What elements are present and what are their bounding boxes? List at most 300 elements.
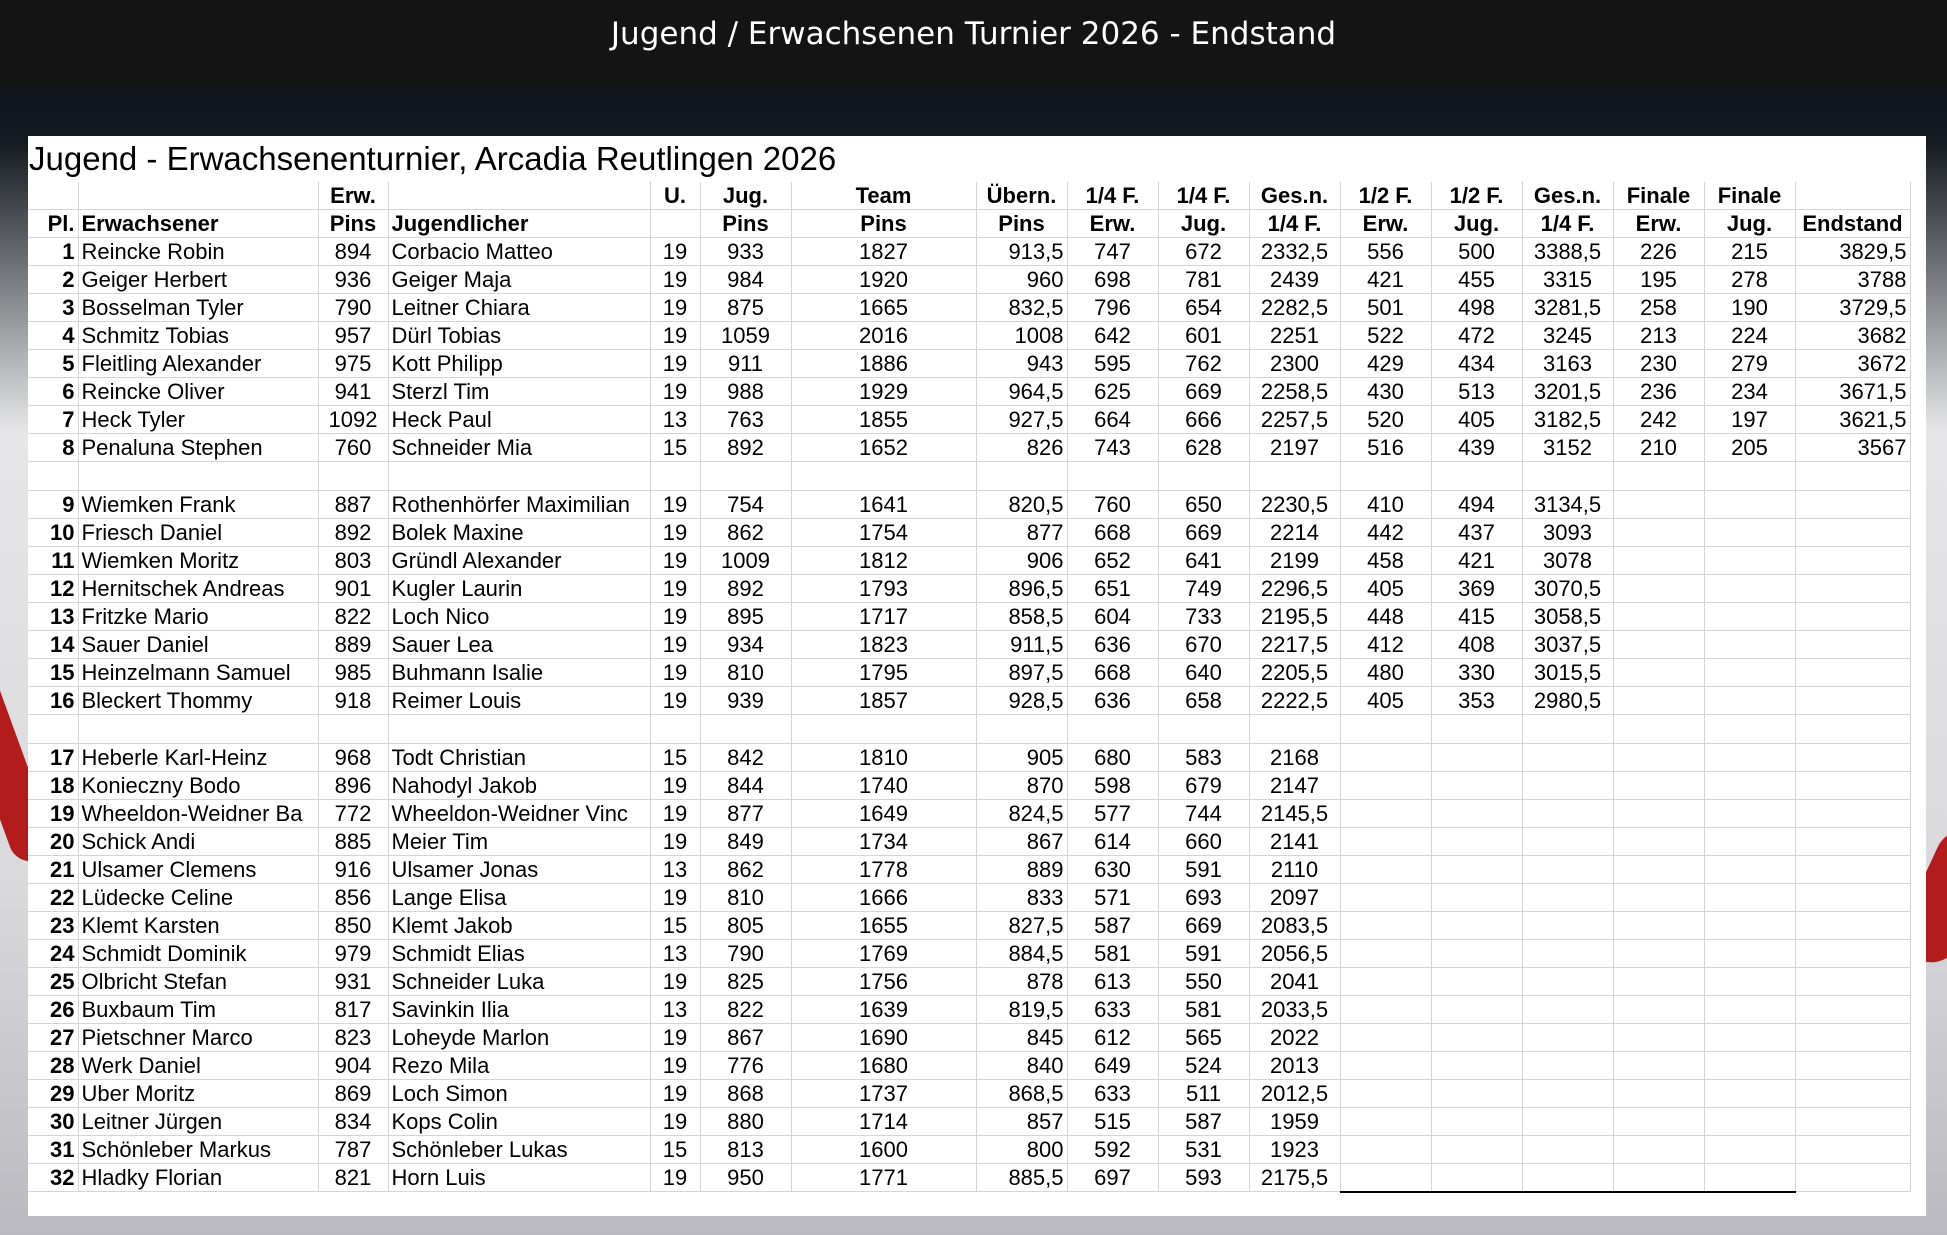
table-row [28, 491, 1910, 519]
table-cell: 796 [1067, 294, 1158, 322]
table-cell: 800 [976, 1136, 1067, 1164]
table-cell: 1680 [791, 1052, 976, 1080]
table-cell: Buxbaum Tim [78, 996, 318, 1024]
table-cell: 565 [1158, 1024, 1249, 1052]
table-cell: 842 [700, 744, 791, 772]
table-cell: Kugler Laurin [388, 575, 650, 603]
table-cell: 19 [650, 659, 700, 687]
table-cell: 1717 [791, 603, 976, 631]
table-cell: 660 [1158, 828, 1249, 856]
table-cell: 652 [1067, 547, 1158, 575]
table-cell: Sauer Lea [388, 631, 650, 659]
table-cell: 1600 [791, 1136, 976, 1164]
table-cell: 369 [1431, 575, 1522, 603]
table-cell: 258 [1613, 294, 1704, 322]
table-cell: 870 [976, 772, 1067, 800]
table-cell: 27 [28, 1024, 78, 1052]
table-cell: 19 [650, 266, 700, 294]
table-cell: 2083,5 [1249, 912, 1340, 940]
table-cell: 13 [650, 940, 700, 968]
table-cell: 744 [1158, 800, 1249, 828]
table-cell [1613, 603, 1704, 631]
table-cell: 884,5 [976, 940, 1067, 968]
table-cell: Werk Daniel [78, 1052, 318, 1080]
empty-cell [700, 715, 791, 744]
empty-cell [78, 462, 318, 491]
table-cell [1704, 800, 1795, 828]
table-cell: 943 [976, 350, 1067, 378]
table-cell [1340, 884, 1431, 912]
table-cell [1613, 1024, 1704, 1052]
table-cell: 13 [650, 996, 700, 1024]
column-header: Pins [791, 210, 976, 238]
table-cell: 868 [700, 1080, 791, 1108]
table-cell: 12 [28, 575, 78, 603]
table-cell: 1959 [1249, 1108, 1340, 1136]
table-cell: Reincke Robin [78, 238, 318, 266]
table-cell: 672 [1158, 238, 1249, 266]
table-cell [1795, 491, 1910, 519]
table-cell: 2222,5 [1249, 687, 1340, 715]
table-cell: 1665 [791, 294, 976, 322]
table-cell: 224 [1704, 322, 1795, 350]
table-cell: 581 [1158, 996, 1249, 1024]
table-cell: 933 [700, 238, 791, 266]
table-cell [1431, 828, 1522, 856]
table-cell: Heinzelmann Samuel [78, 659, 318, 687]
empty-cell [1704, 462, 1795, 491]
table-cell: 19 [650, 378, 700, 406]
table-cell: 887 [318, 491, 388, 519]
table-row [28, 406, 1910, 434]
table-cell: 520 [1340, 406, 1431, 434]
table-cell: 950 [700, 1164, 791, 1192]
table-cell: 439 [1431, 434, 1522, 462]
table-cell [1431, 912, 1522, 940]
empty-cell [318, 715, 388, 744]
table-cell [1340, 744, 1431, 772]
table-cell: 524 [1158, 1052, 1249, 1080]
table-cell: 516 [1340, 434, 1431, 462]
table-cell [1613, 687, 1704, 715]
table-cell: 242 [1613, 406, 1704, 434]
table-cell: 19 [650, 1024, 700, 1052]
table-cell: 1092 [318, 406, 388, 434]
table-cell: 32 [28, 1164, 78, 1192]
table-cell: 19 [650, 575, 700, 603]
table-cell: 513 [1431, 378, 1522, 406]
table-cell: 862 [700, 519, 791, 547]
table-cell: 901 [318, 575, 388, 603]
sheet-title: Jugend - Erwachsenenturnier, Arcadia Reutlingen 2026 [29, 140, 837, 177]
table-cell [1795, 1080, 1910, 1108]
column-header: 1/2 F. [1340, 182, 1431, 210]
table-row [28, 996, 1910, 1024]
table-cell: 880 [700, 1108, 791, 1136]
table-cell [1522, 800, 1613, 828]
table-row [28, 575, 1910, 603]
table-cell: 1641 [791, 491, 976, 519]
table-cell: 857 [976, 1108, 1067, 1136]
table-cell [1340, 1052, 1431, 1080]
banner-title: Jugend / Erwachsenen Turnier 2026 - Endstand [610, 16, 1337, 52]
table-cell: 892 [318, 519, 388, 547]
table-cell: 642 [1067, 322, 1158, 350]
table-cell: 15 [650, 1136, 700, 1164]
table-cell: 822 [700, 996, 791, 1024]
table-cell [1431, 800, 1522, 828]
table-cell: 279 [1704, 350, 1795, 378]
table-cell: 2205,5 [1249, 659, 1340, 687]
table-cell: 927,5 [976, 406, 1067, 434]
table-cell: 957 [318, 322, 388, 350]
table-cell [1522, 940, 1613, 968]
table-row [28, 1164, 1910, 1192]
table-cell [1795, 828, 1910, 856]
table-cell [1613, 940, 1704, 968]
table-cell: 458 [1340, 547, 1431, 575]
table-cell: 819,5 [976, 996, 1067, 1024]
table-cell: 3182,5 [1522, 406, 1613, 434]
table-cell: 3070,5 [1522, 575, 1613, 603]
table-cell: 916 [318, 856, 388, 884]
table-cell: 869 [318, 1080, 388, 1108]
header-row [28, 210, 1910, 238]
table-cell [1522, 1108, 1613, 1136]
table-cell [1795, 547, 1910, 575]
table-cell: 353 [1431, 687, 1522, 715]
table-cell [1431, 744, 1522, 772]
table-cell: 2168 [1249, 744, 1340, 772]
table-cell: 2199 [1249, 547, 1340, 575]
table-cell: Ulsamer Jonas [388, 856, 650, 884]
table-cell: 612 [1067, 1024, 1158, 1052]
table-cell: 905 [976, 744, 1067, 772]
table-cell: 747 [1067, 238, 1158, 266]
empty-cell [1067, 462, 1158, 491]
table-cell [1795, 996, 1910, 1024]
table-cell: 850 [318, 912, 388, 940]
table-cell: Heberle Karl-Heinz [78, 744, 318, 772]
table-cell: 19 [650, 491, 700, 519]
table-cell: 810 [700, 884, 791, 912]
table-cell [1431, 968, 1522, 996]
table-cell: 405 [1431, 406, 1522, 434]
table-cell: 2013 [1249, 1052, 1340, 1080]
empty-cell [1613, 462, 1704, 491]
table-cell: 697 [1067, 1164, 1158, 1192]
table-cell [1704, 631, 1795, 659]
column-header [650, 210, 700, 238]
table-cell: 820,5 [976, 491, 1067, 519]
empty-cell [1249, 462, 1340, 491]
table-cell [1613, 968, 1704, 996]
table-cell: 666 [1158, 406, 1249, 434]
table-cell: 30 [28, 1108, 78, 1136]
column-header: 1/4 F. [1067, 182, 1158, 210]
table-cell: 19 [650, 603, 700, 631]
table-cell: Bleckert Thommy [78, 687, 318, 715]
table-cell [1522, 744, 1613, 772]
table-cell: 844 [700, 772, 791, 800]
empty-cell [1340, 715, 1431, 744]
table-cell [1795, 687, 1910, 715]
table-cell [1613, 856, 1704, 884]
table-cell: 592 [1067, 1136, 1158, 1164]
table-cell: 593 [1158, 1164, 1249, 1192]
empty-cell [388, 462, 650, 491]
table-row [28, 687, 1910, 715]
table-cell: 19 [650, 1052, 700, 1080]
table-cell: 415 [1431, 603, 1522, 631]
table-cell [1340, 856, 1431, 884]
table-cell: 190 [1704, 294, 1795, 322]
table-cell: 3671,5 [1795, 378, 1910, 406]
table-cell: 13 [650, 406, 700, 434]
table-cell: 19 [650, 294, 700, 322]
table-cell: 698 [1067, 266, 1158, 294]
table-cell: 15 [650, 912, 700, 940]
table-cell: 654 [1158, 294, 1249, 322]
empty-cell [28, 715, 78, 744]
table-cell: 1 [28, 238, 78, 266]
table-cell: 889 [318, 631, 388, 659]
table-cell: 1812 [791, 547, 976, 575]
table-cell [1704, 547, 1795, 575]
column-header [388, 182, 650, 210]
table-cell [1704, 772, 1795, 800]
table-cell [1704, 744, 1795, 772]
table-cell: 2296,5 [1249, 575, 1340, 603]
table-cell: 1737 [791, 1080, 976, 1108]
table-cell: 1714 [791, 1108, 976, 1136]
table-cell: 19 [650, 800, 700, 828]
table-cell: Schneider Mia [388, 434, 650, 462]
table-cell [1340, 912, 1431, 940]
table-cell [1340, 772, 1431, 800]
table-cell: 3245 [1522, 322, 1613, 350]
table-cell: 405 [1340, 575, 1431, 603]
column-header: Finale [1613, 182, 1704, 210]
column-header: Erw. [1340, 210, 1431, 238]
table-cell: 810 [700, 659, 791, 687]
empty-cell [1158, 715, 1249, 744]
table-cell [1522, 996, 1613, 1024]
table-cell: 442 [1340, 519, 1431, 547]
table-cell: 2217,5 [1249, 631, 1340, 659]
table-cell: 2230,5 [1249, 491, 1340, 519]
table-cell: Friesch Daniel [78, 519, 318, 547]
table-cell: 628 [1158, 434, 1249, 462]
table-cell: 604 [1067, 603, 1158, 631]
table-cell: Penaluna Stephen [78, 434, 318, 462]
table-cell: 19 [650, 828, 700, 856]
empty-cell [700, 462, 791, 491]
table-cell: 226 [1613, 238, 1704, 266]
table-cell: 3058,5 [1522, 603, 1613, 631]
table-cell: 2022 [1249, 1024, 1340, 1052]
table-cell: 197 [1704, 406, 1795, 434]
table-cell: 2258,5 [1249, 378, 1340, 406]
table-cell: Rothenhörfer Maximilian [388, 491, 650, 519]
table-cell: Heck Tyler [78, 406, 318, 434]
table-cell: 833 [976, 884, 1067, 912]
table-cell: Corbacio Matteo [388, 238, 650, 266]
table-cell: Klemt Jakob [388, 912, 650, 940]
column-header: Pins [318, 210, 388, 238]
table-cell [1795, 1024, 1910, 1052]
table-cell: Fleitling Alexander [78, 350, 318, 378]
table-cell: 931 [318, 968, 388, 996]
empty-cell [388, 715, 650, 744]
table-row [28, 659, 1910, 687]
table-cell: Schmidt Elias [388, 940, 650, 968]
table-cell: 3388,5 [1522, 238, 1613, 266]
table-cell: 1655 [791, 912, 976, 940]
table-cell: 581 [1067, 940, 1158, 968]
table-cell: Heck Paul [388, 406, 650, 434]
table-cell: 430 [1340, 378, 1431, 406]
table-cell: 480 [1340, 659, 1431, 687]
table-cell: 3015,5 [1522, 659, 1613, 687]
table-row [28, 547, 1910, 575]
empty-cell [791, 462, 976, 491]
table-row [28, 631, 1910, 659]
table-cell: 822 [318, 603, 388, 631]
column-header: Erwachsener [78, 210, 318, 238]
empty-cell [791, 715, 976, 744]
table-cell [1431, 884, 1522, 912]
table-cell [1704, 1080, 1795, 1108]
table-cell: 13 [650, 856, 700, 884]
table-cell: 760 [318, 434, 388, 462]
table-cell: 2251 [1249, 322, 1340, 350]
table-cell: 849 [700, 828, 791, 856]
table-cell [1613, 491, 1704, 519]
table-cell: 911,5 [976, 631, 1067, 659]
table-cell: 813 [700, 1136, 791, 1164]
table-cell: 749 [1158, 575, 1249, 603]
table-cell: 979 [318, 940, 388, 968]
table-cell: 988 [700, 378, 791, 406]
table-cell [1340, 1024, 1431, 1052]
table-cell: 1754 [791, 519, 976, 547]
table-cell: 2439 [1249, 266, 1340, 294]
table-cell: 19 [650, 322, 700, 350]
column-header: Jug. [1704, 210, 1795, 238]
table-cell [1795, 1164, 1910, 1192]
table-cell: 18 [28, 772, 78, 800]
table-cell: Geiger Herbert [78, 266, 318, 294]
table-cell: 733 [1158, 603, 1249, 631]
table-cell: 762 [1158, 350, 1249, 378]
table-row [28, 968, 1910, 996]
table-cell: 875 [700, 294, 791, 322]
column-header: U. [650, 182, 700, 210]
table-cell [1704, 856, 1795, 884]
table-cell: Schönleber Markus [78, 1136, 318, 1164]
empty-cell [318, 462, 388, 491]
table-cell: 19 [650, 1164, 700, 1192]
table-cell: 236 [1613, 378, 1704, 406]
column-header: Finale [1704, 182, 1795, 210]
table-cell: 928,5 [976, 687, 1067, 715]
table-cell: 821 [318, 1164, 388, 1192]
table-cell: 680 [1067, 744, 1158, 772]
table-cell: Bolek Maxine [388, 519, 650, 547]
table-cell: Schick Andi [78, 828, 318, 856]
table-cell: 633 [1067, 1080, 1158, 1108]
table-cell: 5 [28, 350, 78, 378]
table-cell: 918 [318, 687, 388, 715]
table-cell: 763 [700, 406, 791, 434]
page-banner [0, 0, 1947, 86]
table-row [28, 1136, 1910, 1164]
table-cell [1704, 519, 1795, 547]
table-cell [1704, 575, 1795, 603]
table-cell: Wheeldon-Weidner Vinc [388, 800, 650, 828]
table-cell: 215 [1704, 238, 1795, 266]
table-cell: Wiemken Moritz [78, 547, 318, 575]
table-cell: 2147 [1249, 772, 1340, 800]
table-cell: 2332,5 [1249, 238, 1340, 266]
table-cell: 9 [28, 491, 78, 519]
column-header: Ges.n. [1522, 182, 1613, 210]
table-cell: 760 [1067, 491, 1158, 519]
table-cell: 636 [1067, 687, 1158, 715]
table-cell: 895 [700, 603, 791, 631]
table-cell [1613, 828, 1704, 856]
table-cell: 897,5 [976, 659, 1067, 687]
table-cell: 556 [1340, 238, 1431, 266]
table-cell: Bosselman Tyler [78, 294, 318, 322]
table-row [28, 772, 1910, 800]
table-cell [1431, 940, 1522, 968]
table-cell: Kott Philipp [388, 350, 650, 378]
table-row [28, 1108, 1910, 1136]
table-cell: Schneider Luka [388, 968, 650, 996]
table-cell: Savinkin Ilia [388, 996, 650, 1024]
table-cell: Ulsamer Clemens [78, 856, 318, 884]
table-cell: 15 [28, 659, 78, 687]
table-cell: 531 [1158, 1136, 1249, 1164]
column-header: Pl. [28, 210, 78, 238]
table-cell: 823 [318, 1024, 388, 1052]
table-row [28, 322, 1910, 350]
table-cell: 3281,5 [1522, 294, 1613, 322]
table-cell [1340, 1164, 1431, 1192]
table-cell: 693 [1158, 884, 1249, 912]
table-cell: 19 [650, 519, 700, 547]
table-cell [1704, 603, 1795, 631]
table-cell: 3 [28, 294, 78, 322]
group-spacer-row [28, 715, 1910, 744]
table-cell: 22 [28, 884, 78, 912]
empty-cell [1431, 462, 1522, 491]
table-cell: 19 [650, 631, 700, 659]
empty-cell [1431, 715, 1522, 744]
table-cell: 26 [28, 996, 78, 1024]
table-cell: 936 [318, 266, 388, 294]
header-row [28, 182, 1910, 210]
table-cell: 3315 [1522, 266, 1613, 294]
empty-cell [78, 715, 318, 744]
table-cell: Lüdecke Celine [78, 884, 318, 912]
results-table [28, 182, 1911, 1193]
table-cell: 2195,5 [1249, 603, 1340, 631]
table-cell: 591 [1158, 856, 1249, 884]
table-cell: Hernitschek Andreas [78, 575, 318, 603]
